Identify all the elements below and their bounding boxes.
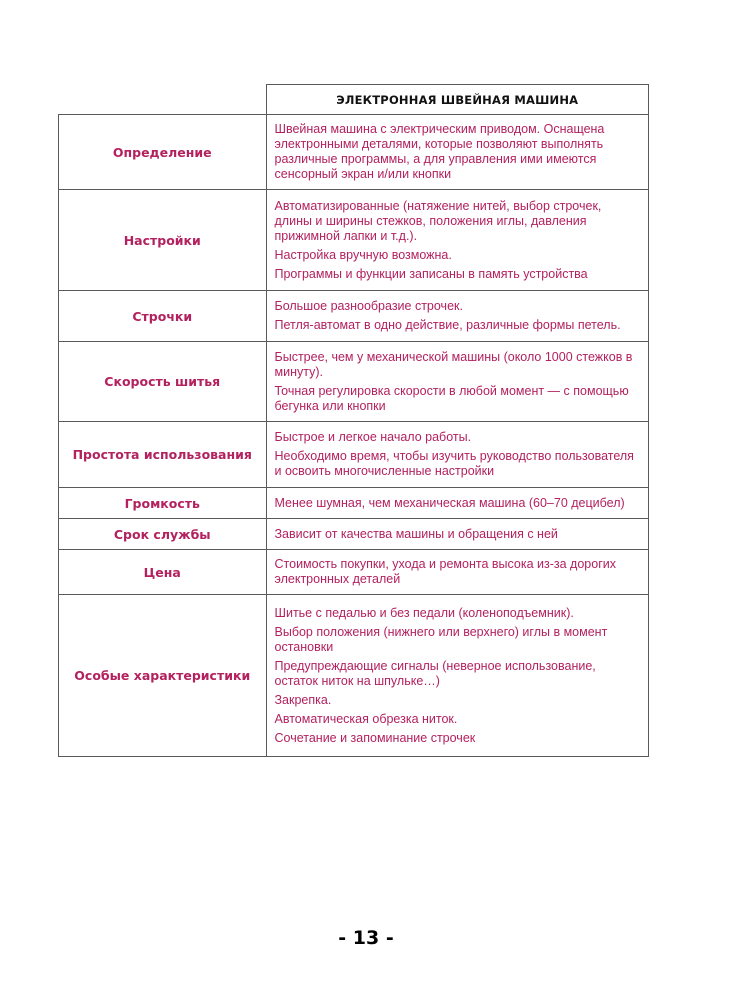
description-line: Предупреждающие сигналы (неверное использование, остаток ниток на шпульке…) (274, 658, 596, 688)
table-row (59, 488, 649, 519)
row-label: Громкость (59, 488, 267, 519)
description-line: Шитье с педалью и без педали (коленоподъемник). (274, 605, 574, 620)
description-line: Зависит от качества машины и обращения с ней (274, 526, 558, 541)
description-line: Точная регулировка скорости в любой момент — с помощью бегунка или кнопки (274, 383, 629, 413)
table-row (59, 190, 649, 291)
table-row (59, 550, 649, 595)
description-line: Настройка вручную возможна. (274, 247, 452, 262)
description-line: Петля-автомат в одно действие, различные формы петель. (274, 318, 621, 332)
row-description (266, 190, 649, 291)
table-row (59, 422, 649, 488)
description-line: Автоматизированные (натяжение нитей, выбор строчек, длины и ширины стежков, положения иглы, давления прижимной лапки и т.д.). (274, 198, 602, 243)
description-line: Закрепка. (274, 692, 332, 707)
table-row (59, 115, 649, 190)
table-row (59, 595, 649, 757)
row-label: Особые характеристики (59, 595, 267, 757)
row-label: Простота использования (59, 422, 267, 488)
row-description (266, 519, 649, 550)
description-line: Автоматическая обрезка ниток. (274, 711, 458, 726)
page-number: - 13 - (338, 927, 394, 949)
row-label: Срок службы (59, 519, 267, 550)
table-row (59, 519, 649, 550)
header-empty-cell (59, 85, 267, 115)
row-label: Цена (59, 550, 267, 595)
description-line: Быстрее, чем у механической машины (около 1000 стежков в минуту). (274, 349, 633, 379)
row-label: Скорость шитья (59, 342, 267, 422)
description-line: Стоимость покупки, ухода и ремонта высока из-за дорогих электронных деталей (274, 557, 616, 586)
row-description (266, 291, 649, 342)
description-line: Необходимо время, чтобы изучить руководство пользователя и освоить многочисленные настройки (274, 449, 634, 478)
description-line: Менее шумная, чем механическая машина (60–70 децибел) (274, 495, 625, 510)
table-body (59, 115, 649, 757)
description-line: Выбор положения (нижнего или верхнего) иглы в момент остановки (274, 624, 608, 654)
row-description (266, 595, 649, 757)
description-line: Программы и функции записаны в память устройства (274, 266, 588, 281)
row-label: Настройки (59, 190, 267, 291)
row-description (266, 422, 649, 488)
comparison-sheet (58, 84, 649, 757)
description-line: Сочетание и запоминание строчек (274, 730, 476, 745)
row-description (266, 115, 649, 190)
table-row (59, 342, 649, 422)
row-description (266, 342, 649, 422)
description-line: Быстрое и легкое начало работы. (274, 430, 472, 444)
table-title: ЭЛЕКТРОННАЯ ШВЕЙНАЯ МАШИНА (266, 85, 649, 115)
table-row (59, 291, 649, 342)
table-header-row (59, 85, 649, 115)
row-label: Определение (59, 115, 267, 190)
row-label: Строчки (59, 291, 267, 342)
comparison-table (58, 84, 649, 757)
description-line: Большое разнообразие строчек. (274, 299, 463, 313)
row-description (266, 550, 649, 595)
description-line: Швейная машина с электрическим приводом. Оснащена электронными деталями, которые позволяют выполнять различные программы, а для управления ими имеются сенсорный экран и/или кнопки (274, 122, 605, 181)
row-description (266, 488, 649, 519)
